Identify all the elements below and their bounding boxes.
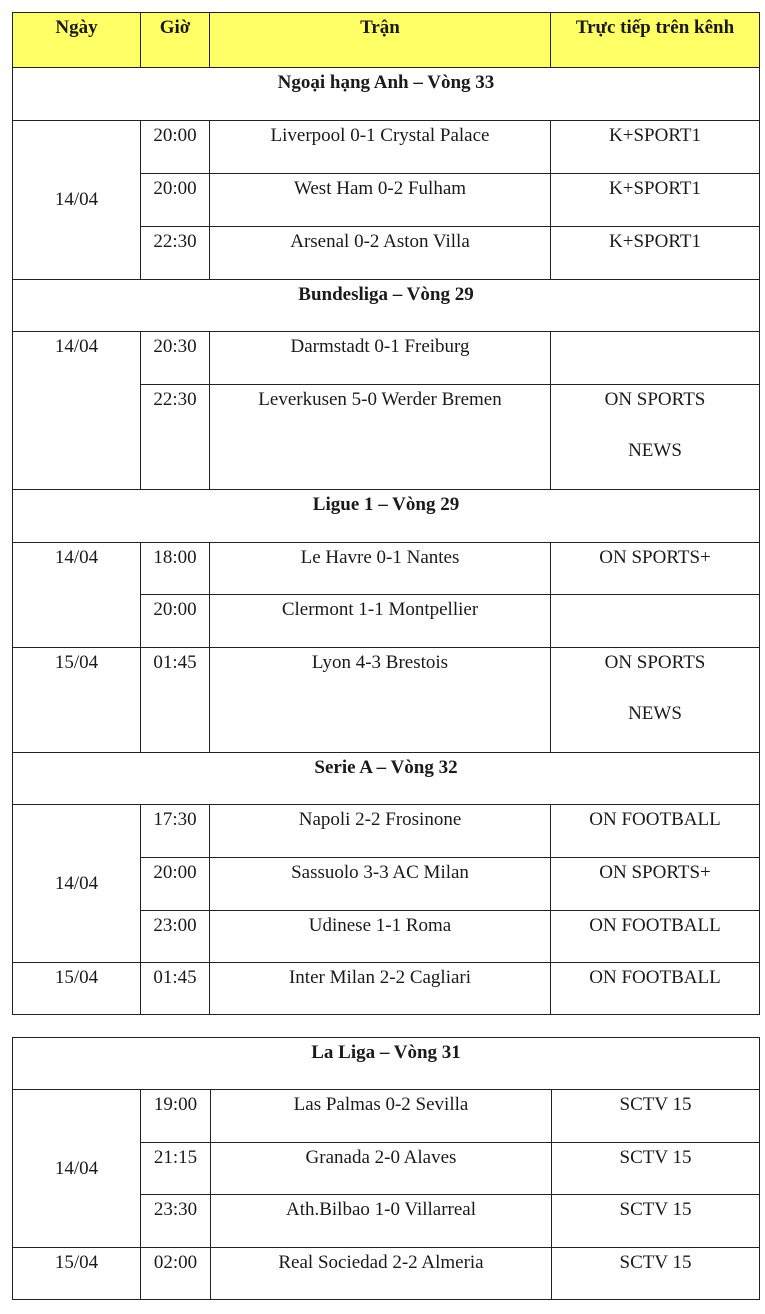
time-cell: 20:00 [141, 121, 210, 174]
match-cell: Inter Milan 2-2 Cagliari [210, 963, 551, 1015]
match-cell: Sassuolo 3-3 AC Milan [210, 858, 551, 911]
header-date: Ngày [13, 13, 141, 68]
match-cell: Udinese 1-1 Roma [210, 911, 551, 963]
channel-line2: NEWS [628, 703, 682, 724]
channel-cell [551, 648, 760, 753]
match-cell: West Ham 0-2 Fulham [210, 174, 551, 227]
time-cell: 19:00 [141, 1090, 211, 1143]
league-row-bundesliga [13, 280, 760, 332]
channel-line2: NEWS [628, 440, 682, 461]
time-cell: 22:30 [141, 227, 210, 280]
header-time: Giờ [141, 13, 210, 68]
league-row-premier-league [13, 68, 760, 121]
channel-line1: ON SPORTS [604, 652, 706, 673]
table-row [13, 1248, 760, 1300]
match-cell: Las Palmas 0-2 Sevilla [211, 1090, 552, 1143]
league-title: Bundesliga – Vòng 29 [13, 280, 760, 332]
date-cell: 14/04 [13, 1090, 141, 1248]
time-cell: 20:00 [141, 174, 210, 227]
table-row [13, 648, 760, 753]
time-cell: 18:00 [141, 543, 210, 595]
time-cell: 17:30 [141, 805, 210, 858]
channel-cell: ON FOOTBALL [551, 963, 760, 1015]
match-cell: Ath.Bilbao 1-0 Villarreal [211, 1195, 552, 1248]
league-row-la-liga [13, 1038, 760, 1090]
date-cell: 14/04 [13, 543, 141, 648]
time-cell: 20:00 [141, 595, 210, 648]
match-cell: Napoli 2-2 Frosinone [210, 805, 551, 858]
schedule-table [12, 12, 760, 1015]
table-row [13, 1090, 760, 1143]
channel-cell: SCTV 15 [552, 1090, 760, 1143]
match-cell: Le Havre 0-1 Nantes [210, 543, 551, 595]
match-cell: Leverkusen 5-0 Werder Bremen [210, 385, 551, 490]
match-cell: Granada 2-0 Alaves [211, 1143, 552, 1195]
channel-cell [551, 332, 760, 385]
match-cell: Clermont 1-1 Montpellier [210, 595, 551, 648]
date-cell: 15/04 [13, 963, 141, 1015]
header-channel: Trực tiếp trên kênh [551, 13, 760, 68]
league-title: Ligue 1 – Vòng 29 [13, 490, 760, 543]
channel-cell: K+SPORT1 [551, 174, 760, 227]
time-cell: 20:00 [141, 858, 210, 911]
time-cell: 23:00 [141, 911, 210, 963]
match-cell: Darmstadt 0-1 Freiburg [210, 332, 551, 385]
match-cell: Arsenal 0-2 Aston Villa [210, 227, 551, 280]
channel-cell: ON FOOTBALL [551, 911, 760, 963]
time-cell: 01:45 [141, 648, 210, 753]
time-cell: 23:30 [141, 1195, 211, 1248]
match-cell: Lyon 4-3 Brestois [210, 648, 551, 753]
channel-cell [551, 595, 760, 648]
table-row [13, 121, 760, 174]
channel-cell: SCTV 15 [552, 1248, 760, 1300]
header-row [13, 13, 760, 68]
table-row [13, 963, 760, 1015]
channel-cell: K+SPORT1 [551, 227, 760, 280]
league-title: Ngoại hạng Anh – Vòng 33 [13, 68, 760, 121]
league-row-serie-a [13, 753, 760, 805]
date-cell: 14/04 [13, 121, 141, 280]
channel-cell: ON SPORTS+ [551, 543, 760, 595]
time-cell: 01:45 [141, 963, 210, 1015]
league-title: La Liga – Vòng 31 [13, 1038, 760, 1090]
channel-cell: SCTV 15 [552, 1195, 760, 1248]
table-row [13, 332, 760, 385]
time-cell: 21:15 [141, 1143, 211, 1195]
la-liga-table [12, 1037, 760, 1300]
channel-cell [551, 385, 760, 490]
time-cell: 20:30 [141, 332, 210, 385]
channel-line1: ON SPORTS [604, 389, 706, 410]
channel-cell: SCTV 15 [552, 1143, 760, 1195]
date-cell: 15/04 [13, 1248, 141, 1300]
date-cell: 14/04 [13, 805, 141, 963]
table-row [13, 543, 760, 595]
league-title: Serie A – Vòng 32 [13, 753, 760, 805]
match-cell: Liverpool 0-1 Crystal Palace [210, 121, 551, 174]
date-cell: 14/04 [13, 332, 141, 490]
table-row [13, 805, 760, 858]
time-cell: 02:00 [141, 1248, 211, 1300]
channel-cell: ON SPORTS+ [551, 858, 760, 911]
time-cell: 22:30 [141, 385, 210, 490]
date-cell: 15/04 [13, 648, 141, 753]
channel-cell: ON FOOTBALL [551, 805, 760, 858]
header-match: Trận [210, 13, 551, 68]
league-row-ligue-1 [13, 490, 760, 543]
match-cell: Real Sociedad 2-2 Almeria [211, 1248, 552, 1300]
channel-cell: K+SPORT1 [551, 121, 760, 174]
